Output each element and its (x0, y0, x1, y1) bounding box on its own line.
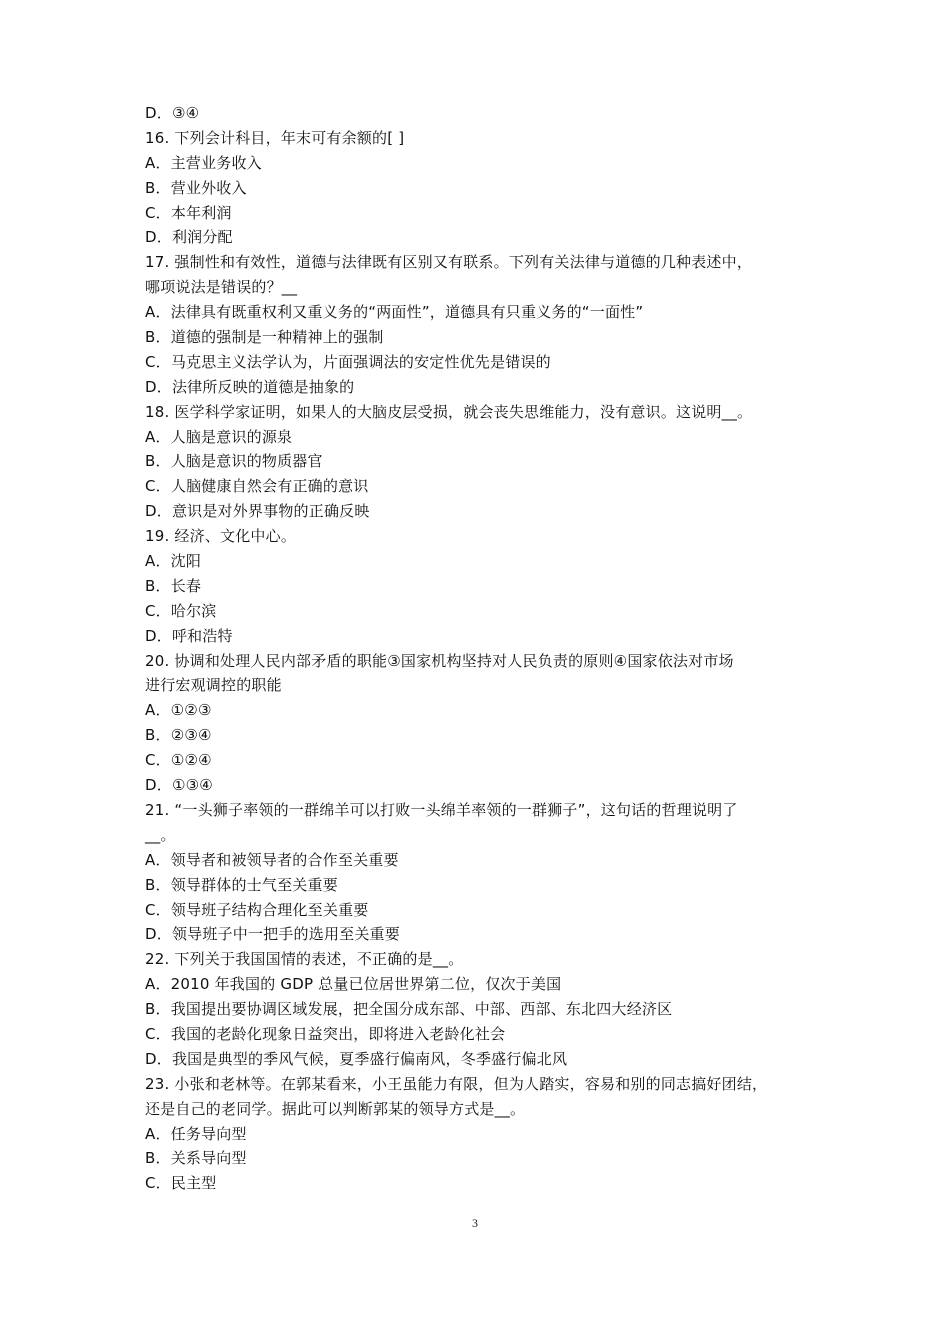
option-a-q23: A．任务导向型 (145, 1124, 247, 1143)
option-b-q21: B．领导群体的士气至关重要 (145, 875, 338, 894)
option-a-q22: A．2010 年我国的 GDP 总量已位居世界第二位，仅次于美国 (145, 975, 562, 994)
question-22: 22. 下列关于我国国情的表述，不正确的是__。 (145, 950, 464, 969)
option-b-q20: B．②③④ (145, 726, 212, 745)
question-20: 20. 协调和处理人民内部矛盾的职能③国家机构坚持对人民负责的原则④国家依法对市场 (145, 651, 734, 670)
question-21-cont: __。 (145, 825, 176, 844)
option-c-q16: C．本年利润 (145, 203, 232, 222)
question-17: 17. 强制性和有效性，道德与法律既有区别又有联系。下列有关法律与道德的几种表述中， (145, 253, 753, 272)
option-b-q19: B．长春 (145, 576, 202, 595)
question-23: 23. 小张和老林等。在郭某看来，小王虽能力有限，但为人踏实，容易和别的同志搞好团结， (145, 1074, 768, 1093)
option-c-q21: C．领导班子结构合理化至关重要 (145, 900, 369, 919)
option-a-q18: A．人脑是意识的源泉 (145, 427, 293, 446)
option-b-q16: B．营业外收入 (145, 178, 247, 197)
option-c-q20: C．①②④ (145, 751, 212, 770)
option-c-q17: C．马克思主义法学认为，片面强调法的安定性优先是错误的 (145, 352, 551, 371)
question-16: 16. 下列会计科目，年末可有余额的[ ] (145, 128, 405, 147)
option-a-q20: A．①②③ (145, 701, 212, 720)
option-a-q21: A．领导者和被领导者的合作至关重要 (145, 850, 399, 869)
option-d-q15: D．③④ (145, 104, 200, 122)
question-18: 18. 医学科学家证明，如果人的大脑皮层受损，就会丧失思维能力，没有意识。这说明__。 (145, 402, 753, 421)
option-b-q23: B．关系导向型 (145, 1149, 247, 1168)
option-d-q20: D．①③④ (145, 776, 213, 795)
option-b-q17: B．道德的强制是一种精神上的强制 (145, 328, 384, 347)
option-d-q21: D．领导班子中一把手的选用至关重要 (145, 925, 400, 944)
option-d-q18: D．意识是对外界事物的正确反映 (145, 502, 370, 521)
option-a-q17: A．法律具有既重权利又重义务的“两面性”，道德具有只重义务的“一面性” (145, 303, 644, 322)
option-a-q19: A．沈阳 (145, 552, 202, 571)
question-19: 19. 经济、文化中心。 (145, 527, 297, 546)
option-d-q19: D．呼和浩特 (145, 626, 233, 645)
option-a-q16: A．主营业务收入 (145, 153, 262, 172)
option-c-q22: C．我国的老龄化现象日益突出，即将进入老龄化社会 (145, 1024, 506, 1043)
question-17-cont: 哪项说法是错误的？__ (145, 278, 298, 297)
question-23-cont: 还是自己的老同学。据此可以判断郭某的领导方式是__。 (145, 1099, 526, 1118)
option-b-q22: B．我国提出要协调区域发展，把全国分成东部、中部、西部、东北四大经济区 (145, 1000, 673, 1019)
option-d-q17: D．法律所反映的道德是抽象的 (145, 377, 355, 396)
option-d-q22: D．我国是典型的季风气候，夏季盛行偏南风，冬季盛行偏北风 (145, 1049, 568, 1068)
option-c-q18: C．人脑健康自然会有正确的意识 (145, 477, 369, 496)
option-c-q19: C．哈尔滨 (145, 601, 217, 620)
question-20-cont: 进行宏观调控的职能 (145, 676, 282, 695)
question-21: 21. “一头狮子率领的一群绵羊可以打败一头绵羊率领的一群狮子”，这句话的哲理说明了 (145, 800, 738, 819)
option-d-q16: D．利润分配 (145, 228, 233, 247)
option-b-q18: B．人脑是意识的物质器官 (145, 452, 323, 471)
document-body (145, 101, 815, 1196)
page-number: 3 (472, 1216, 478, 1230)
option-c-q23: C．民主型 (145, 1174, 217, 1193)
